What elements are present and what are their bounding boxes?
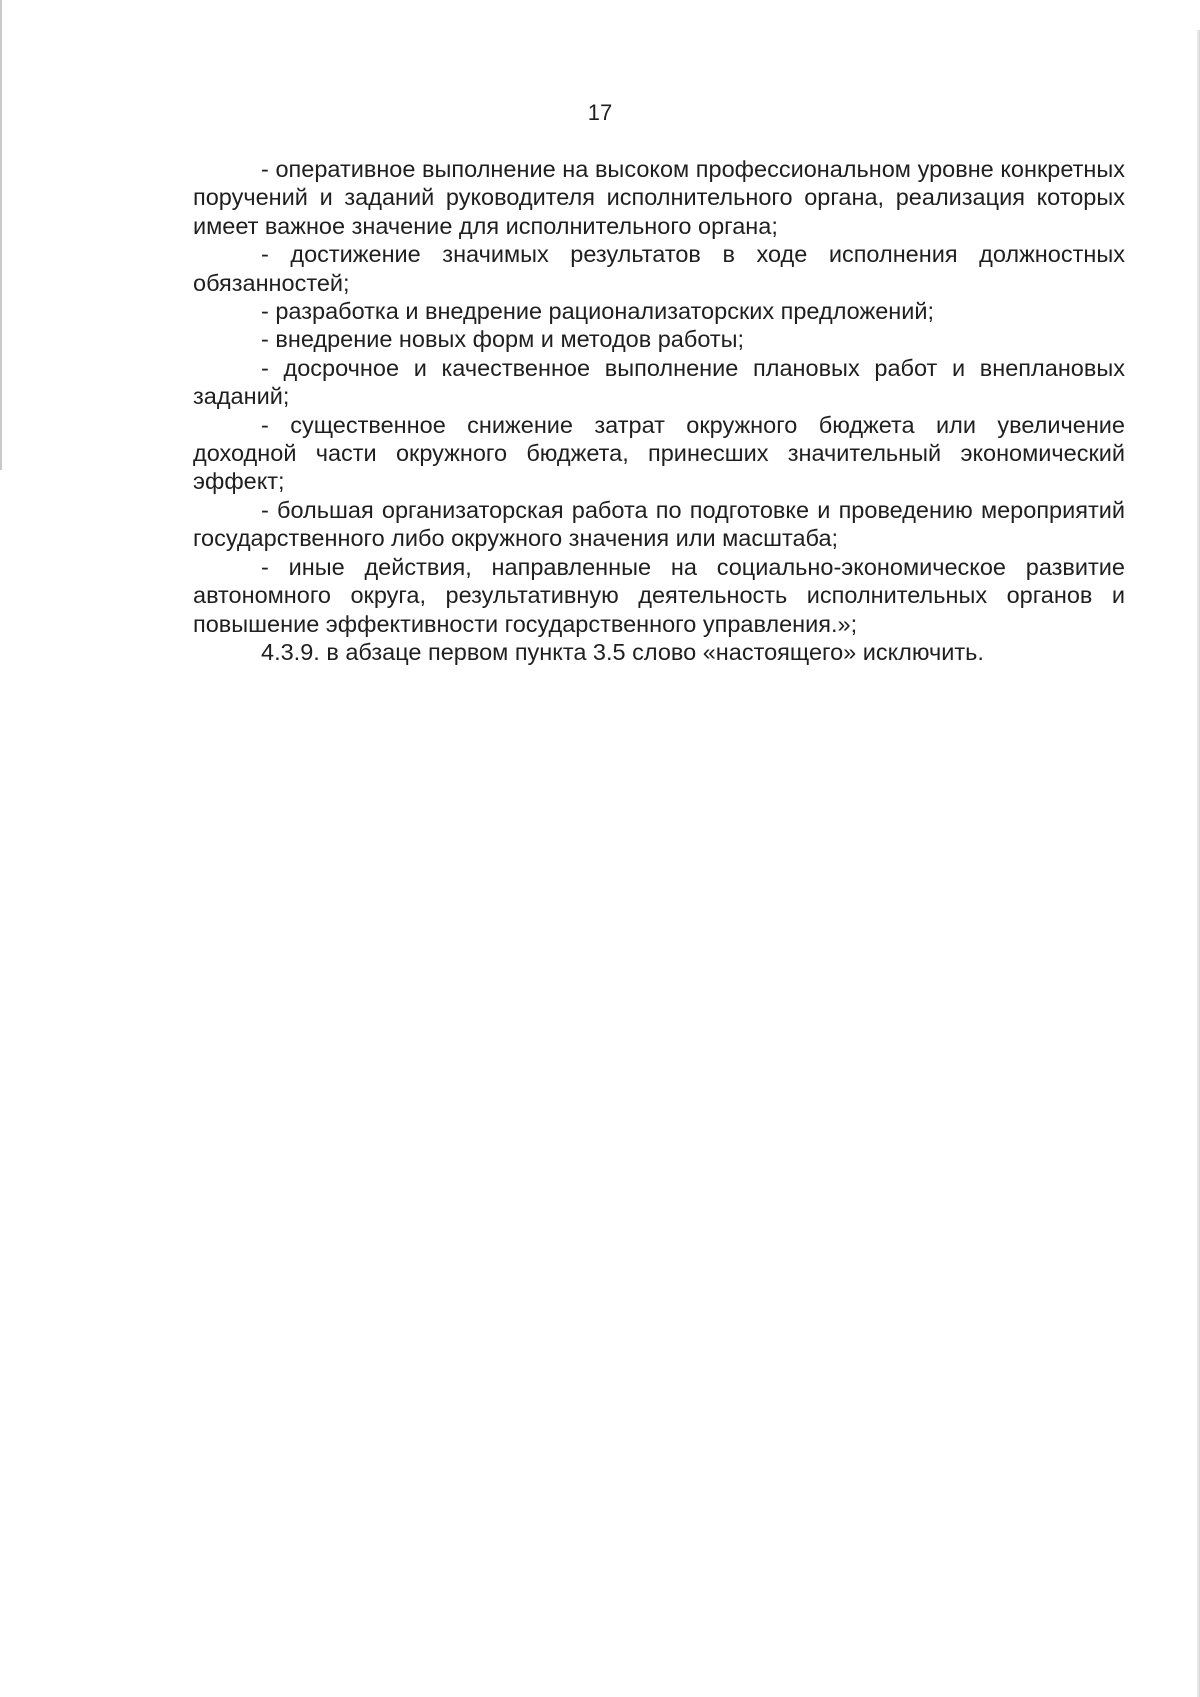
paragraph-operational-execution: - оперативное выполнение на высоком профессиональном уровне конкретных поручений и заданий руководителя исполнительного органа, реализация которых имеет важное значение для исполнительного органа; <box>193 156 1125 239</box>
paragraph-organizational-work: - большая организаторская работа по подготовке и проведению мероприятий государственного либо окружного значения или масштаба; <box>193 496 1125 552</box>
paragraph-new-methods: - внедрение новых форм и методов работы; <box>261 326 745 353</box>
paragraph-budget-savings: - существенное снижение затрат окружного бюджета или увеличение доходной части окружного бюджета, принесших значительный экономический эффект; <box>193 411 1125 495</box>
paragraph-significant-results: - достижение значимых результатов в ходе исполнения должностных обязанностей; <box>193 241 1125 296</box>
paragraph-amendment-4-3-9: 4.3.9. в абзаце первом пункта 3.5 слово «настоящего» исключить. <box>261 638 984 665</box>
paragraph-early-completion: - досрочное и качественное выполнение плановых работ и внеплановых заданий; <box>193 354 1125 410</box>
paragraph-other-actions: - иные действия, направленные на социально-экономическое развитие автономного округа, результативную деятельность исполнительных органов и повышение эффективности государственного управления.»; <box>193 553 1125 637</box>
page-number: 17 <box>587 100 613 125</box>
paragraph-rationalization-proposals: - разработка и внедрение рационализаторских предложений; <box>261 298 935 325</box>
scan-edge-left <box>0 0 2 470</box>
body-text <box>193 155 1125 666</box>
